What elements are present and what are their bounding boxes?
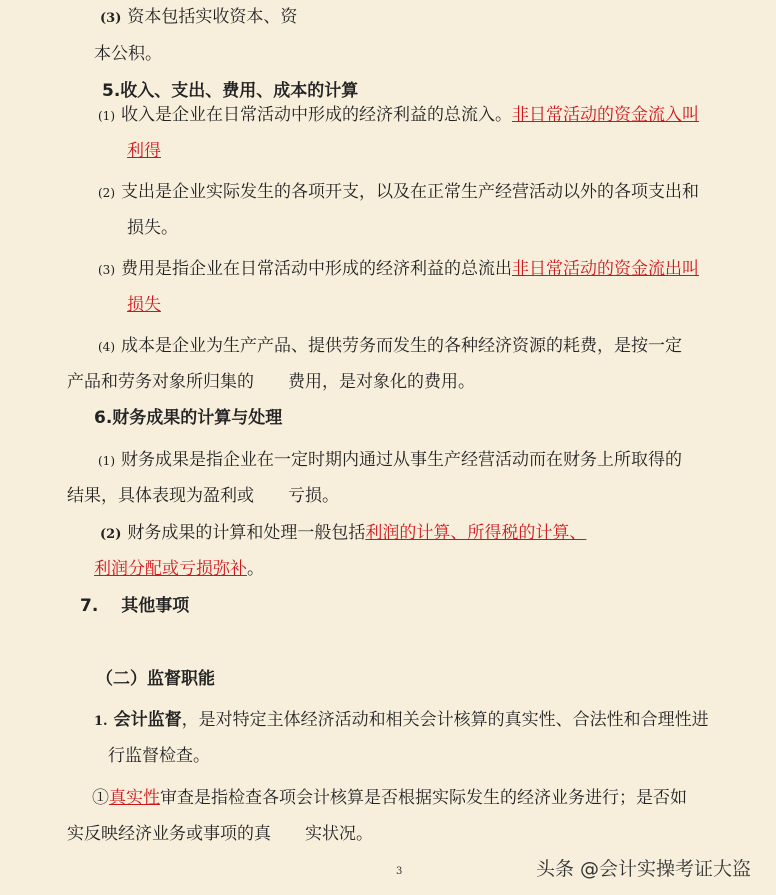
heading-7: 7. 其他事项	[80, 596, 190, 616]
heading-6: 6.财务成果的计算与处理	[94, 408, 283, 428]
item-processing: (2) 财务成果的计算和处理一般包括利润的计算、所得税的计算、	[100, 523, 587, 543]
heading-supervision: （二）监督职能	[96, 669, 215, 689]
item-income: (1) 收入是企业在日常活动中形成的经济利益的总流入。非日常活动的资金流入叫	[98, 105, 699, 125]
item-3-capital: (3) 资本包括实收资本、资	[100, 7, 298, 27]
item-cost: (4) 成本是企业为生产产品、提供劳务而发生的各种经济资源的耗费，是按一定	[98, 336, 682, 356]
heading-5: 5.收入、支出、费用、成本的计算	[102, 81, 359, 101]
item-results: (1) 财务成果是指企业在一定时期内通过从事生产经营活动而在财务上所取得的	[98, 450, 682, 470]
item-supervision-cont: 行监督检查。	[108, 746, 210, 766]
highlight-profit: 利润的计算、所得税的计算、	[365, 523, 587, 543]
item-cost-cont: 产品和劳务对象所归集的 费用，是对象化的费用。	[67, 372, 475, 392]
item-results-cont: 结果，具体表现为盈利或 亏损。	[67, 486, 339, 506]
item-supervision: 1. 会计监督，是对特定主体经济活动和相关会计核算的真实性、合法性和合理性进	[94, 710, 709, 730]
item-authenticity-cont: 实反映经济业务或事项的真 实状况。	[67, 824, 373, 844]
page-number: 3	[396, 866, 403, 877]
highlight-authenticity: 真实性	[109, 788, 160, 808]
item-income-cont	[127, 139, 161, 163]
item-expense-cont	[127, 293, 161, 317]
highlight-profit-2: 利润分配或亏损弥补	[94, 559, 247, 579]
item-processing-cont: 利润分配或亏损弥补。	[94, 559, 264, 579]
highlight-losses-2: 损失	[127, 295, 161, 315]
item-expense: (3) 费用是指企业在日常活动中形成的经济利益的总流出非日常活动的资金流出叫	[98, 259, 699, 279]
item-authenticity: ①真实性审查是指检查各项会计核算是否根据实际发生的经济业务进行；是否如	[92, 788, 687, 808]
highlight-gains-2: 利得	[127, 141, 161, 161]
item-expenditure-cont: 损失。	[127, 218, 178, 238]
watermark: 头条 @会计实操考证大盗	[536, 858, 752, 880]
highlight-gains: 非日常活动的资金流入叫	[512, 105, 699, 125]
highlight-losses: 非日常活动的资金流出叫	[512, 259, 699, 279]
item-3-capital-cont: 本公积。	[94, 44, 162, 64]
item-expenditure: (2) 支出是企业实际发生的各项开支，以及在正常生产经营活动以外的各项支出和	[98, 182, 699, 202]
